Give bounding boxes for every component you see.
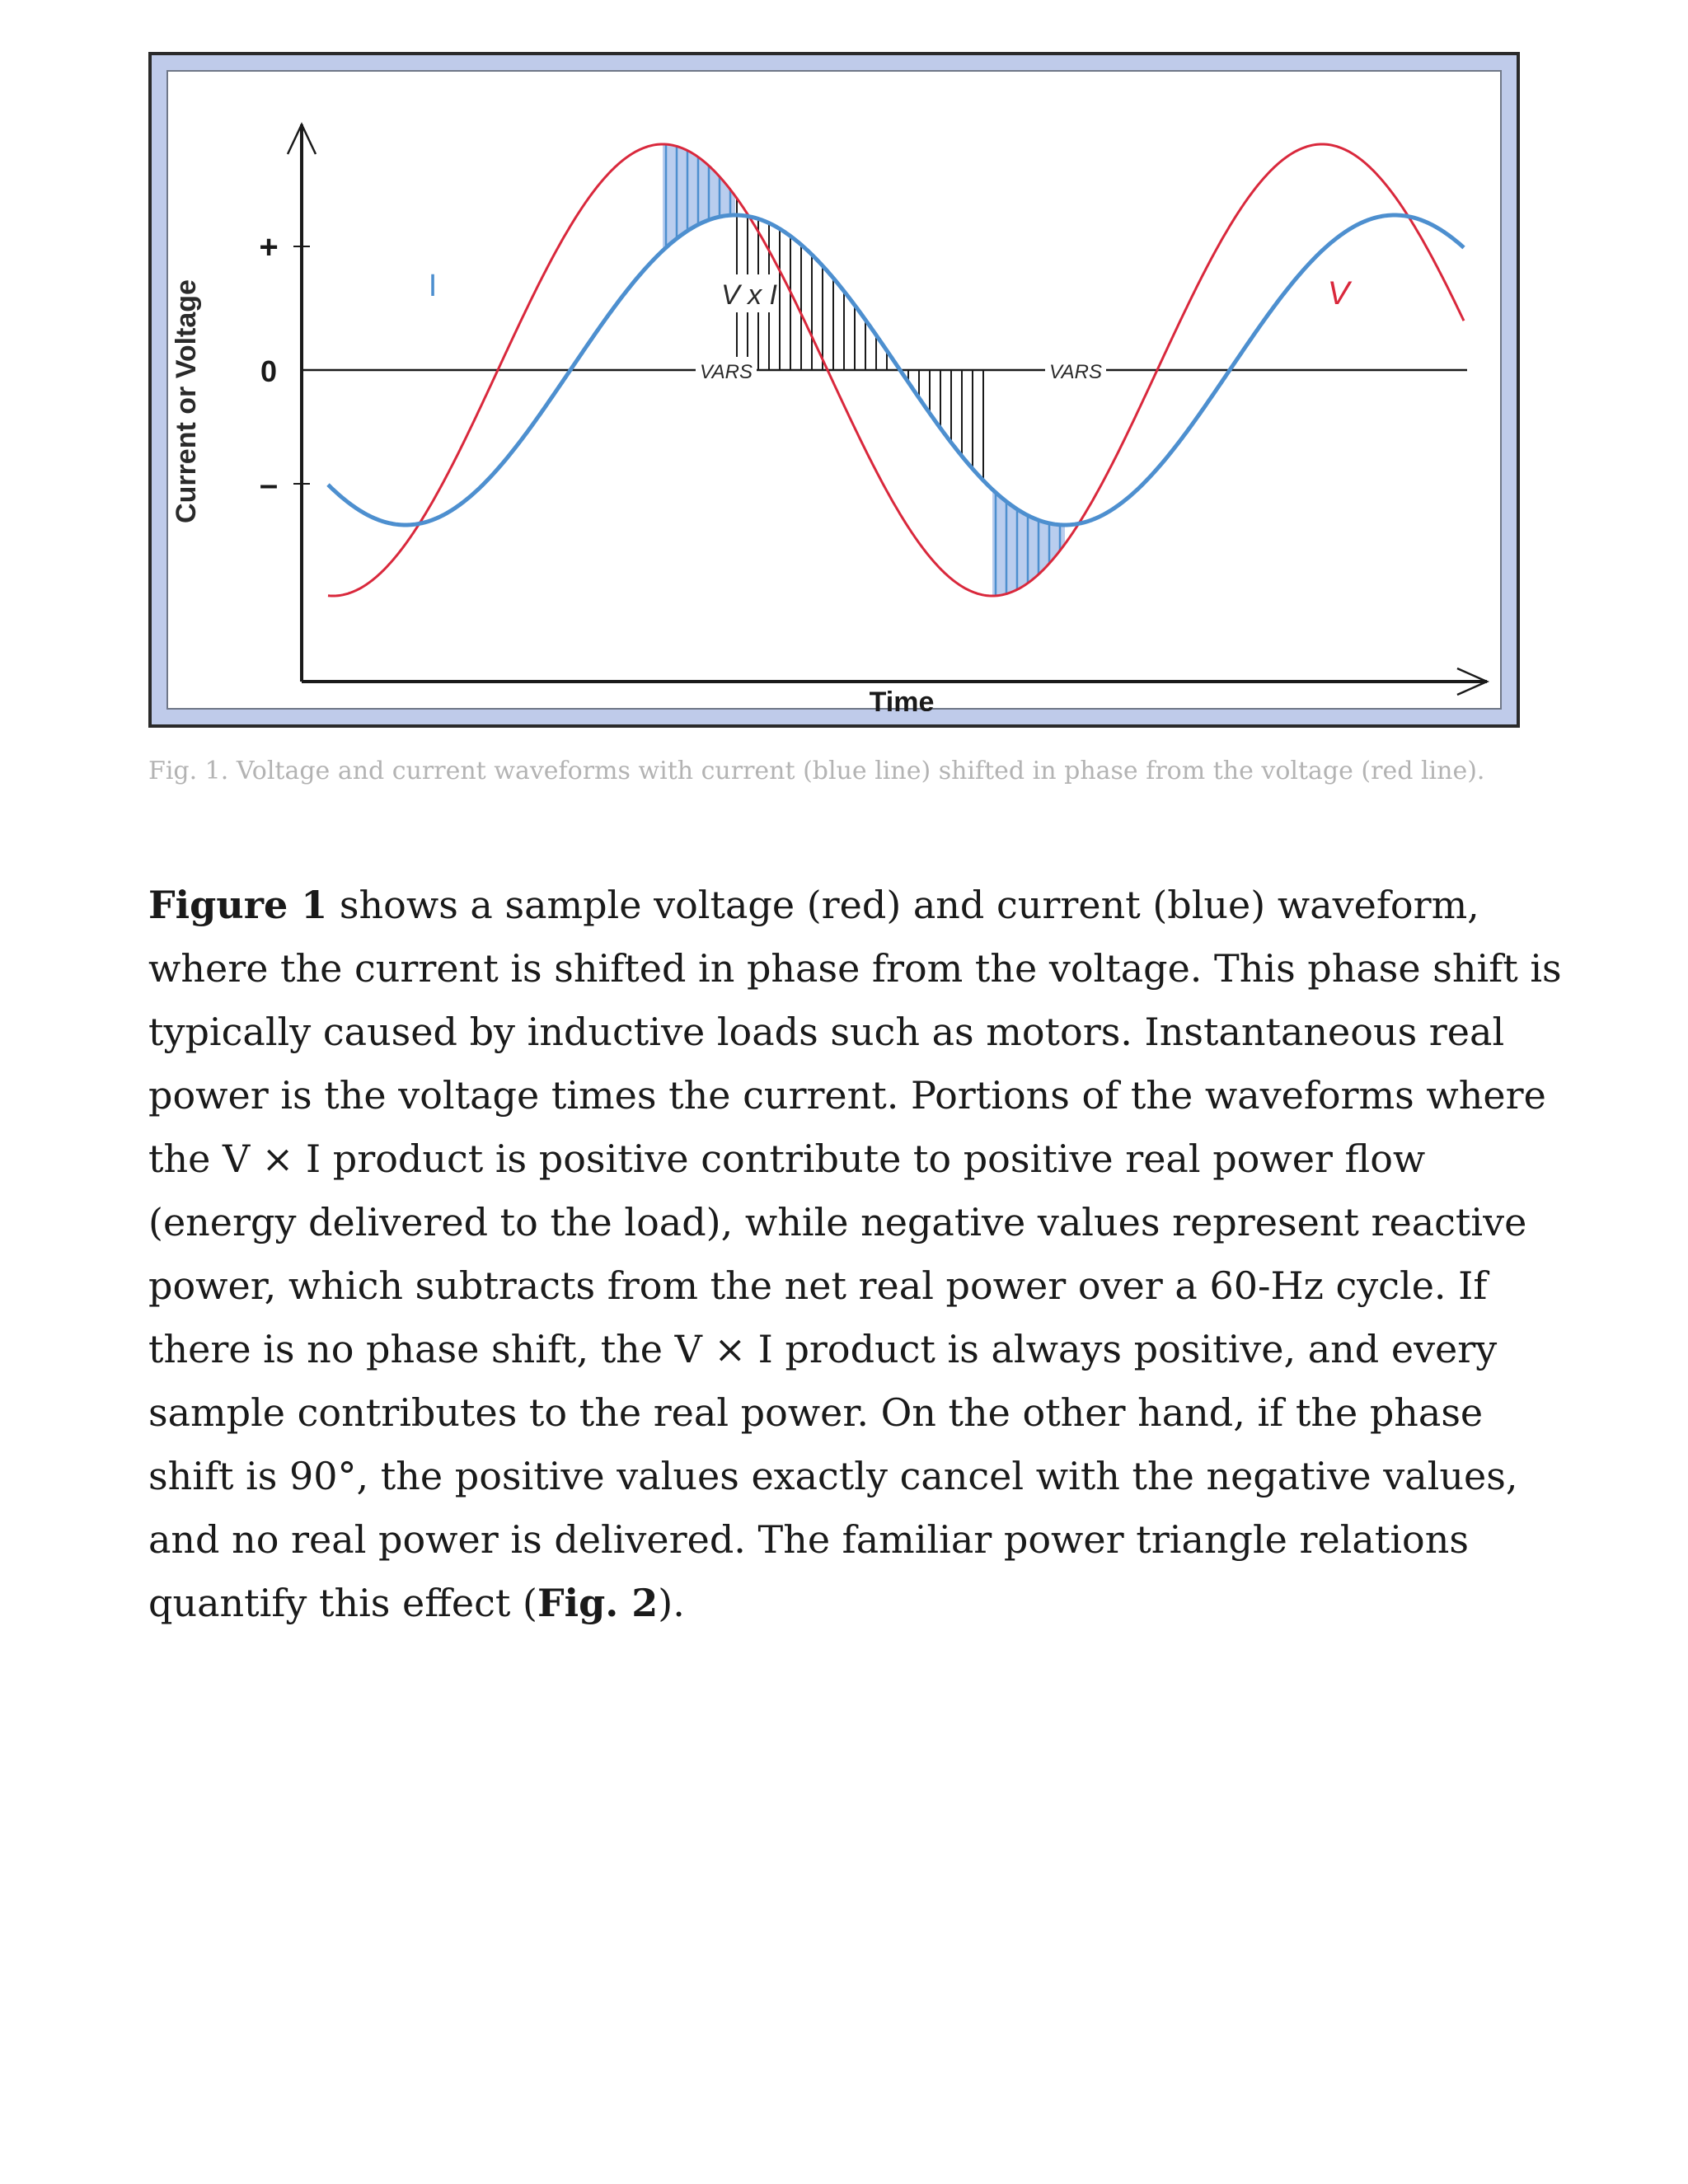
x-axis-label: Time (869, 687, 935, 711)
product-label: V x I (720, 279, 778, 311)
figure-caption: Fig. 1. Voltage and current waveforms with current (blue line) shifted in phase from the voltage (red line). (148, 757, 1485, 785)
paragraph-closing: ). (658, 1581, 685, 1625)
voltage-series-label: V (1327, 275, 1350, 312)
vars-left-label: VARS (699, 361, 753, 383)
tick-minus-label: – (259, 466, 279, 503)
figure-2-reference: Fig. 2 (537, 1581, 659, 1625)
vars-region-left (663, 144, 735, 251)
y-axis-label: Current or Voltage (170, 279, 202, 523)
paragraph-text: shows a sample voltage (red) and current (blue) waveform, where the current is shifted in phase from the voltage. This phase shift is typically caused by inductive loads such as motors. Instantaneous real power is the voltage times the current. Portions of the waveforms where the V × I product is positive contribute to positive real power flow (energy delivered to the load), while negative values represent reactive power, which subtracts from the net real power over a 60-Hz cycle. If there is no phase shift, the V × I product is always positive, and every sample contributes to the real power. On the other hand, if the phase shift is 90°, the positive values exactly cancel with the negative values, and no real power is delivered. The familiar power triangle relations quantify this effect ( (148, 883, 1562, 1625)
figure-1-frame (148, 52, 1520, 728)
body-paragraph (148, 874, 1566, 1635)
vars-right-label: VARS (1048, 361, 1103, 383)
waveform-diagram (168, 72, 1503, 711)
tick-plus-label: + (259, 229, 279, 265)
current-series-label: I (428, 269, 438, 303)
figure-1-plot-area (166, 70, 1502, 710)
tick-zero-label: 0 (260, 354, 278, 388)
vars-region-right (992, 490, 1065, 596)
figure-1-reference: Figure 1 (148, 883, 328, 927)
